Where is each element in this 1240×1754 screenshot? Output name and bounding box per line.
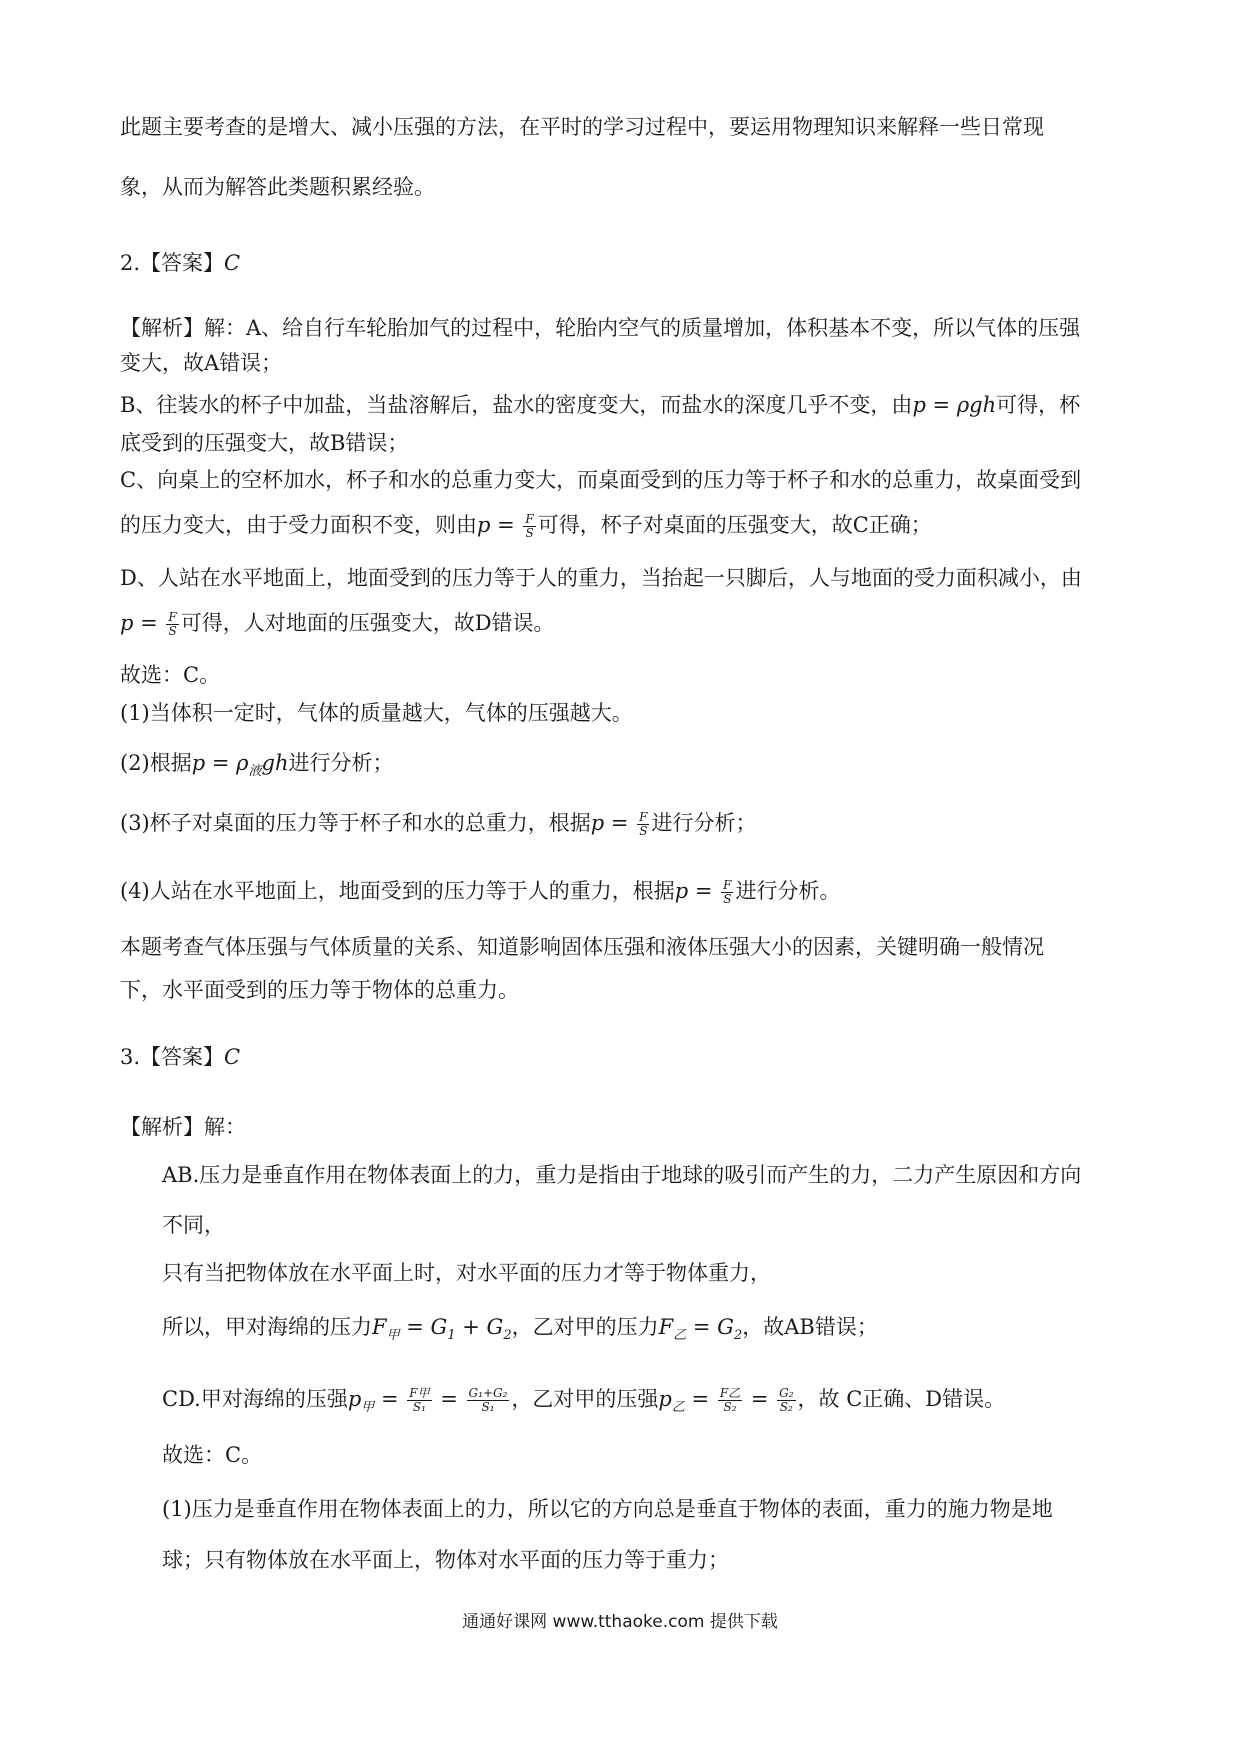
q2-a-line-1 xyxy=(120,313,1080,343)
q2-b-line-2: 底受到的压强变大，故B错误； xyxy=(120,431,409,455)
q2-note-3-fraction xyxy=(637,811,649,838)
q2-d-end: 可得，人对地面的压强变大，故D错误。 xyxy=(180,611,555,635)
q3-cd-mid: ，乙对甲的压强 xyxy=(511,1387,659,1411)
q3-cd-fraction-4 xyxy=(777,1387,795,1414)
q2-note-2-formula: p = ρ xyxy=(191,751,249,775)
q3-ab4-f1: F xyxy=(372,1315,387,1339)
q2-answer-value: C xyxy=(224,251,241,275)
q2-answer-label: 2.【答案】 xyxy=(120,251,225,275)
q3-ab-line-1: AB.压力是垂直作用在物体表面上的力，重力是指由于地球的吸引而产生的力，二力产生原因和方向 xyxy=(162,1163,1082,1187)
q3-ab4-start: 所以，甲对海绵的压力 xyxy=(162,1315,372,1339)
equals-sign: = xyxy=(374,1387,406,1411)
q3-ab-line-2: 不同， xyxy=(162,1213,225,1237)
fraction-numerator: G₂ xyxy=(779,1386,794,1400)
q3-answer xyxy=(120,1042,240,1072)
q2-note-2-formula2: gh xyxy=(261,751,289,775)
fraction-numerator: G₁+G₂ xyxy=(468,1386,508,1400)
q2-c-formula-p: p = xyxy=(477,513,522,537)
q2-answer xyxy=(120,248,240,278)
q3-ab4-f2-sub: 乙 xyxy=(673,1328,687,1343)
fraction-denominator: S xyxy=(723,892,732,906)
fraction-denominator: S₁ xyxy=(481,1400,495,1414)
q2-note-2-sub: 液 xyxy=(248,764,262,779)
q2-note-3-formula-p: p = xyxy=(590,811,636,835)
q2-b-text: B、往装水的杯子中加盐，当盐溶解后，盐水的密度变大，而盐水的深度几乎不变，由 xyxy=(120,393,913,417)
q2-summary-2: 下，水平面受到的压力等于物体的总重力。 xyxy=(120,978,519,1002)
q3-answer-label: 3.【答案】 xyxy=(120,1045,225,1069)
q2-note-2 xyxy=(120,748,393,787)
q2-d-line-2 xyxy=(120,608,555,638)
q2-note-4-formula-p: p = xyxy=(674,879,720,903)
equals-sign: = xyxy=(433,1387,465,1411)
q2-choose: 故选：C。 xyxy=(120,663,221,687)
q2-note-2-start: (2)根据 xyxy=(120,751,192,775)
q3-ab4-eq2-sub: 2 xyxy=(733,1328,743,1343)
q3-note-1-line-2: 球；只有物体放在水平面上，物体对水平面的压力等于重力； xyxy=(162,1548,729,1572)
q2-note-1: (1)当体积一定时，气体的质量越大，气体的压强越大。 xyxy=(120,701,633,725)
page-footer: 通通好课网 www.tthaoke.com 提供下载 xyxy=(462,1612,778,1632)
fraction-numerator: F xyxy=(639,810,648,824)
q2-d-fraction xyxy=(166,611,178,638)
fraction-numerator: F甲 xyxy=(409,1386,430,1400)
q3-ab4-f2: F xyxy=(658,1315,674,1339)
q2-note-4 xyxy=(120,876,840,906)
q3-ab-line-4 xyxy=(162,1312,878,1351)
q2-d-line-1: D、人站在水平地面上，地面受到的压力等于人的重力，当抬起一只脚后，人与地面的受力面积减小，由 xyxy=(120,566,1082,590)
q3-cd-fraction-3 xyxy=(718,1387,742,1414)
fraction-numerator: F xyxy=(168,610,177,624)
q2-note-3 xyxy=(120,808,756,838)
q3-ab4-eq1-plus: + G xyxy=(455,1315,504,1339)
q2-b-end: 可得，杯 xyxy=(996,393,1081,417)
q2-c-start: 的压力变大，由于受力面积不变，则由 xyxy=(120,513,477,537)
q2-d-formula-p: p = xyxy=(120,611,165,635)
q2-a-text: A、给自行车轮胎加气的过程中，轮胎内空气的质量增加，体积基本不变，所以气体的压强 xyxy=(246,316,1081,340)
equals-sign: = xyxy=(744,1387,776,1411)
q3-ab4-end: ，故AB错误； xyxy=(742,1315,878,1339)
q3-ab4-f1-sub: 甲 xyxy=(386,1328,400,1343)
intro-line-1: 此题主要考查的是增大、减小压强的方法，在平时的学习过程中，要运用物理知识来解释一些日常现 xyxy=(120,115,1044,139)
q2-c-fraction xyxy=(523,513,535,540)
q3-cd-p1-sub: 甲 xyxy=(361,1400,375,1415)
q3-cd-p2: p xyxy=(658,1387,672,1411)
q3-choose: 故选：C。 xyxy=(162,1443,263,1467)
fraction-denominator: S xyxy=(525,526,534,540)
q3-ab4-eq1-sub2: 2 xyxy=(503,1328,512,1343)
q2-a-line-2: 变大，故A错误； xyxy=(120,351,283,375)
q2-c-line-2 xyxy=(120,510,932,540)
fraction-denominator: S₁ xyxy=(412,1400,426,1414)
q3-cd-end: ，故 C正确、D错误。 xyxy=(797,1387,1006,1411)
q2-note-4-start: (4)人站在水平地面上，地面受到的压力等于人的重力，根据 xyxy=(120,879,675,903)
fraction-denominator: S₂ xyxy=(779,1400,793,1414)
fraction-denominator: S₂ xyxy=(723,1400,737,1414)
fraction-denominator: S xyxy=(168,624,177,638)
q3-analysis-prefix: 【解析】解： xyxy=(120,1115,246,1139)
q3-ab4-eq2: = G xyxy=(686,1315,734,1339)
q3-ab4-eq1-sub1: 1 xyxy=(447,1328,456,1343)
q3-ab-line-3: 只有当把物体放在水平面上时，对水平面的压力才等于物体重力， xyxy=(162,1261,771,1285)
q3-cd-p2-sub: 乙 xyxy=(671,1400,685,1415)
q2-b-formula: p = ρgh xyxy=(912,393,997,417)
fraction-denominator: S xyxy=(639,824,648,838)
q2-c-line-1: C、向桌上的空杯加水，杯子和水的总重力变大，而桌面受到的压力等于杯子和水的总重力，故桌面受到 xyxy=(120,468,1082,492)
q3-ab4-eq1: = G xyxy=(399,1315,448,1339)
q2-analysis-prefix: 【解析】解： xyxy=(120,316,246,340)
q3-note-1-line-1: (1)压力是垂直作用在物体表面上的力，所以它的方向总是垂直于物体的表面，重力的施力物是地 xyxy=(162,1497,1053,1521)
q2-note-4-end: 进行分析。 xyxy=(735,879,841,903)
q3-answer-value: C xyxy=(224,1045,241,1069)
equals-sign: = xyxy=(684,1387,716,1411)
q2-b-line-1 xyxy=(120,390,1080,420)
q3-cd-fraction-2 xyxy=(467,1387,510,1414)
fraction-numerator: F xyxy=(723,878,732,892)
q2-note-3-end: 进行分析； xyxy=(651,811,757,835)
q2-note-3-start: (3)杯子对桌面的压力等于杯子和水的总重力，根据 xyxy=(120,811,591,835)
q3-cd-p1: p xyxy=(347,1387,362,1411)
q2-c-end: 可得，杯子对桌面的压强变大，故C正确； xyxy=(537,513,932,537)
intro-line-2: 象，从而为解答此类题积累经验。 xyxy=(120,175,435,199)
q3-ab4-mid: ，乙对甲的压力 xyxy=(511,1315,659,1339)
q2-note-4-fraction xyxy=(721,879,733,906)
q3-cd-start: CD.甲对海绵的压强 xyxy=(162,1387,348,1411)
fraction-numerator: F xyxy=(525,512,534,526)
q3-cd-line xyxy=(162,1384,1005,1423)
q2-note-2-end: 进行分析； xyxy=(288,751,394,775)
q2-summary-1: 本题考查气体压强与气体质量的关系、知道影响固体压强和液体压强大小的因素，关键明确一般情况 xyxy=(120,935,1044,959)
q3-cd-fraction-1 xyxy=(407,1387,431,1414)
fraction-numerator: F乙 xyxy=(719,1386,741,1400)
